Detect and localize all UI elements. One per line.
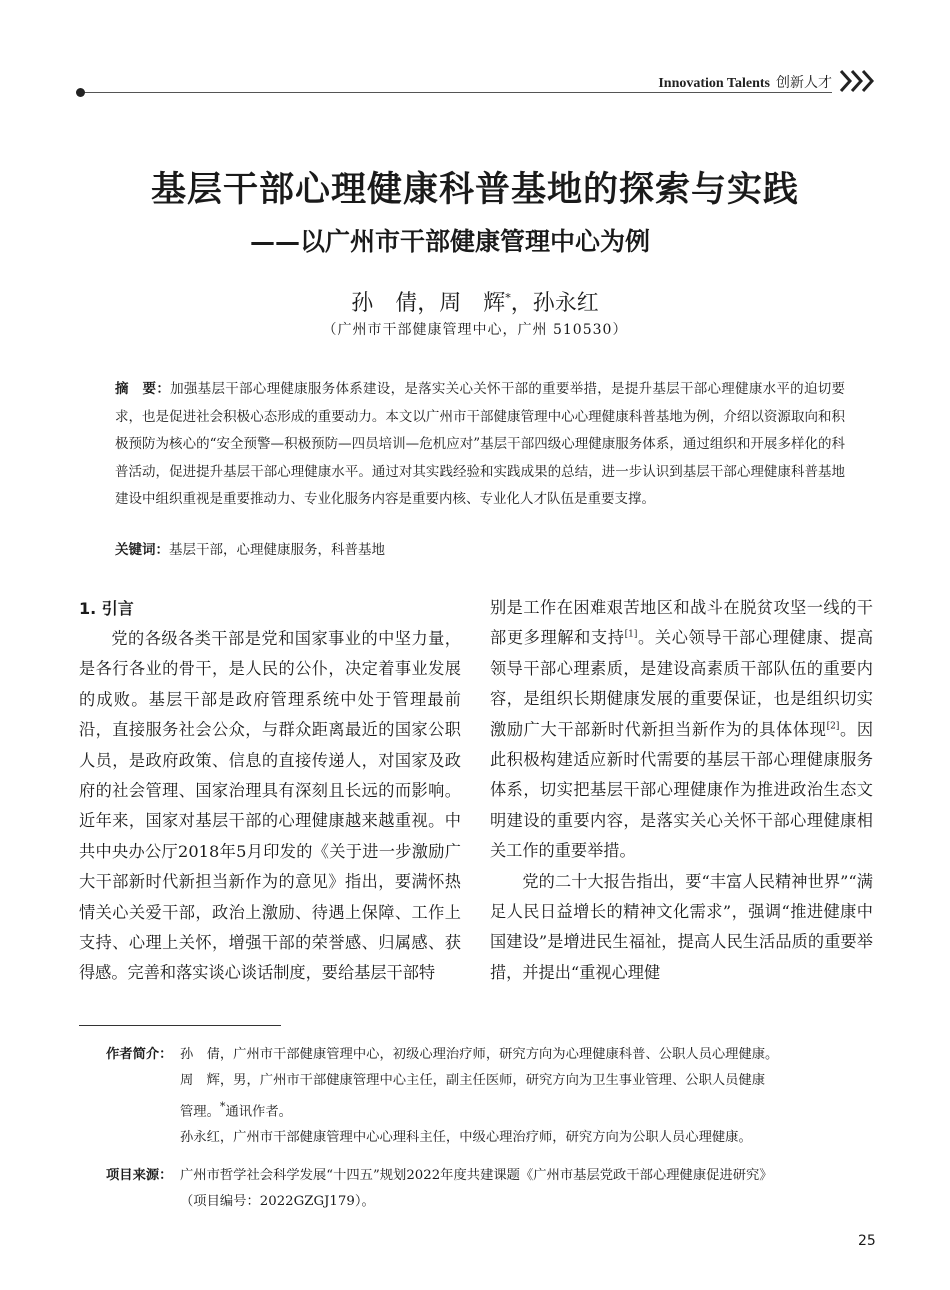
paragraph: 党的二十大报告指出，要“丰富人民精神世界”“满足人民日益增长的精神文化需求”，强调“推进健康中国建设”是增进民生福祉，提高人民生活品质的重要举措，并提出“重视心理健: [490, 871, 873, 982]
chevron-right-icon: [838, 68, 878, 94]
journal-name-en: Innovation Talents: [658, 76, 770, 91]
section-heading: 1. 引言: [79, 599, 134, 618]
author-notes-body: [180, 1042, 870, 1151]
authors-rest: ，孙永红: [510, 291, 599, 316]
author-list: [0, 286, 950, 317]
author-notes: [106, 1042, 876, 1151]
keywords-label: 关键词：: [115, 542, 169, 558]
corresponding-mark: *: [505, 291, 511, 305]
article-subtitle: ——以广州市干部健康管理中心为例: [250, 227, 651, 256]
author-note: 孙 倩，广州市干部健康管理中心，初级心理治疗师，研究方向为心理健康科普、公职人员心理健康。: [180, 1047, 779, 1062]
project-source-label: 项目来源：: [106, 1168, 173, 1183]
footnote-rule: [79, 1025, 281, 1026]
citation-ref: [1]: [624, 630, 638, 641]
abstract: [115, 376, 845, 514]
project-source-text: 广州市哲学社会科学发展“十四五”规划2022年度共建课题《广州市基层党政干部心理健康促进研究》: [180, 1168, 773, 1183]
project-source: [106, 1163, 876, 1215]
page-number: 25: [858, 1233, 876, 1249]
keywords-text: 基层干部，心理健康服务，科普基地: [169, 542, 385, 558]
author-notes-label: 作者简介：: [106, 1047, 173, 1062]
header-rule: [80, 92, 832, 93]
journal-name-zh: 创新人才: [776, 75, 832, 91]
abstract-label: 摘 要：: [115, 381, 171, 397]
paragraph: [490, 593, 873, 867]
body-column-left: [79, 624, 461, 989]
author-note-text: 通讯作者。: [225, 1104, 292, 1120]
paragraph-text: 。因此积极构建适应新时代需要的基层干部心理健康服务体系，切实把基层干部心理健康作为推进政治生态文明建设的重要内容，是落实关心关怀干部心理健康相关工作的重要举措。: [490, 719, 874, 861]
project-source-body: [180, 1163, 870, 1215]
body-column-right: [490, 593, 873, 988]
project-source-text: （项目编号：2022GZGJ179）。: [180, 1194, 375, 1209]
header-dot: [76, 88, 85, 97]
paragraph: [79, 624, 461, 989]
citation-ref: [2]: [826, 721, 840, 732]
paragraph-text: 别是工作在困难艰苦地区和战斗在脱贫攻坚一线的干部更多理解和支持: [490, 598, 873, 648]
abstract-text: 加强基层干部心理健康服务体系建设，是落实关心关怀干部的重要举措，是提升基层干部心理健康水平的迫切要求，也是促进社会积极心态形成的重要动力。本文以广州市干部健康管理中心心理健康科普基地为例，介绍以资源取向和积极预防为核心的“安全预警—积极预防—四员培训—危机应对”基层干部四级心理健康服务体系，通过组织和开展多样化的科普活动，促进提升基层干部心理健康水平。通过对其实践经验和实践成果的总结，进一步认识到基层干部心理健康科普基地建设中组织重视是重要推动力、专业化服务内容是重要内核、专业化人才队伍是重要支撑。: [115, 381, 846, 507]
article-title: 基层干部心理健康科普基地的探索与实践: [150, 169, 799, 210]
author-note-cont: [180, 1094, 870, 1125]
paragraph-text: 党的各级各类干部是党和国家事业的中坚力量，是各行各业的骨干，是人民的公仆，决定着事业发展的成败。基层干部是政府管理系统中处于管理最前沿，直接服务社会公众，与群众距离最近的国家公职人员，是政府政策、信息的直接传递人，对国家及政府的社会管理、国家治理具有深刻且长远的而影响。近年来，国家对基层干部的心理健康越来越重视。中共中央办公厅2018年5月印发的《关于进一步激励广大干部新时代新担当新作为的意见》指出，要满怀热情关心关爱干部，政治上激励、待遇上保障、工作上支持、心理上关怀，增强干部的荣誉感、归属感、获得感。完善和落实谈心谈话制度，要给基层干部特: [79, 629, 461, 983]
affiliation: （广州市干部健康管理中心，广州 510530）: [322, 322, 628, 338]
author-note-text: 管理。: [180, 1104, 220, 1120]
authors-main: 孙 倩，周 辉: [351, 291, 506, 316]
corresponding-mark: *: [219, 1100, 226, 1113]
running-header: [658, 72, 832, 92]
keywords: [115, 537, 845, 564]
author-note: 周 辉，男，广州市干部健康管理中心主任，副主任医师，研究方向为卫生事业管理、公职人员健康: [180, 1073, 766, 1088]
author-note: 孙永红，广州市干部健康管理中心心理科主任，中级心理治疗师，研究方向为公职人员心理健康。: [180, 1130, 752, 1146]
paragraph-text: 。关心领导干部心理健康、提高领导干部心理素质，是建设高素质干部队伍的重要内容，是组织长期健康发展的重要保证，也是组织切实激励广大干部新时代新担当新作为的具体体现: [490, 628, 874, 739]
